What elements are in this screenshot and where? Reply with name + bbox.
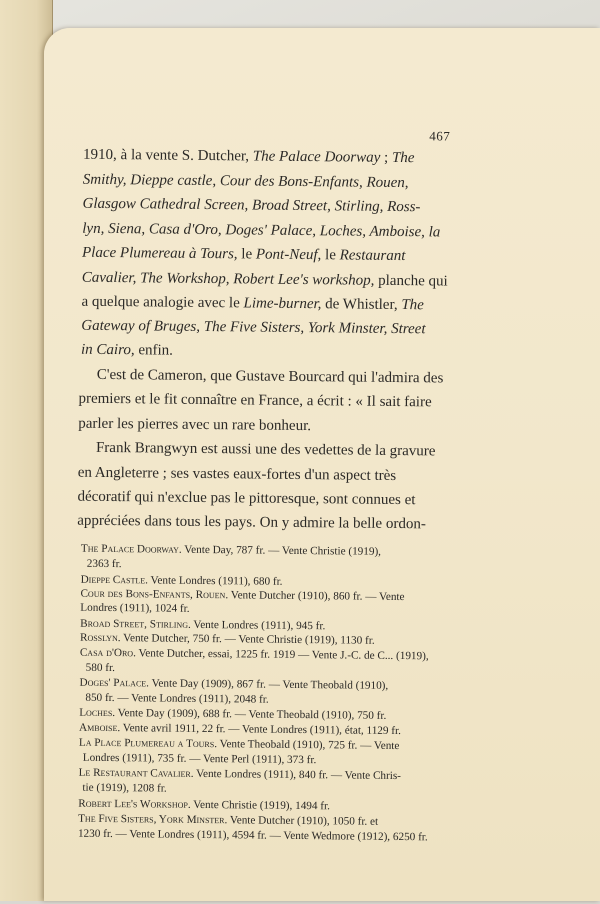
text-run: 850 fr. — Vente Londres (1911), 2048 fr. (85, 691, 269, 706)
text-run: Vente Londres (1911), 840 fr. — Vente Chris- (193, 767, 402, 783)
footnote-line (80, 632, 375, 647)
text-run: le (324, 247, 340, 264)
footnote-line (86, 662, 115, 674)
footnote-line (80, 647, 429, 663)
body-line (83, 148, 415, 166)
footnote-line (80, 588, 404, 603)
footnote-line (83, 752, 317, 766)
text-run: Vente Dutcher (1910), 1050 fr. et (227, 814, 379, 828)
italic-title: lyn, Siena, Casa d'Oro, Doges' Palace, Loches, Amboise, la (82, 220, 441, 241)
text-run: Vente Day (1909), 688 fr. — Vente Theobald (1910), 750 fr. (115, 707, 387, 722)
italic-title: Restaurant (339, 247, 406, 265)
italic-title: Cavalier, The Workshop, Robert Lee's workshop, (81, 269, 379, 289)
text-run: Vente Dutcher, essai, 1225 fr. 1919 — Vente J.-C. de C... (1919), (135, 647, 429, 663)
footnote-line (80, 602, 189, 615)
italic-title: The (401, 297, 424, 314)
italic-title: Smithy, Dieppe castle, Cour des Bons-Enfants, Rouen, (82, 171, 409, 192)
page-number: 467 (429, 128, 451, 144)
text-run: le (241, 246, 257, 263)
text-run: a quelque analogie avec le (81, 293, 244, 312)
footnote-title: Broad Street, Stirling. (80, 617, 191, 631)
italic-title: Gateway of Bruges, The Five Sisters, York Minster, Street (81, 317, 426, 338)
text-run: 580 fr. (85, 661, 115, 675)
footnote-title: Loches. (79, 706, 116, 720)
text-run: ; (380, 149, 393, 166)
italic-title: Lime-burner, (243, 295, 326, 313)
body-line (77, 514, 426, 533)
footnote-line (87, 558, 122, 570)
footnote-line (79, 737, 400, 752)
footnote-line (78, 798, 330, 813)
text-run: Vente Day, 787 fr. — Vente Christie (1919), (181, 543, 382, 558)
footnote-title: Cour des Bons-Enfants, Rouen. (80, 587, 229, 602)
footnote-title: Dieppe Castle. (80, 573, 149, 587)
text-run: 1230 fr. — Vente Londres (1911), 4594 fr. — Vente Wedmore (1912), 6250 fr. (77, 827, 428, 844)
body-line (82, 222, 440, 241)
body-line (81, 343, 173, 359)
body-line (78, 466, 397, 484)
body-line (96, 441, 436, 460)
text-run: Vente avril 1911, 22 fr. — Vente Londres (1911), état, 1129 fr. (120, 722, 402, 738)
footnote-line (79, 677, 388, 692)
footnote-title: The Five Sisters, York Minster. (78, 812, 228, 827)
footnote-title: Casa d'Oro. (79, 646, 136, 660)
text-run: en Angleterre ; ses vastes eaux-fortes d'un aspect très (77, 464, 397, 485)
text-run: Vente Day (1909), 867 fr. — Vente Theobald (1910), (148, 677, 389, 692)
footnote-title: La Place Plumereau a Tours. (78, 736, 218, 751)
text-run: Vente Londres (1911), 680 fr. (147, 574, 283, 588)
footnote-line (81, 574, 283, 588)
footnote-line (79, 707, 386, 722)
italic-title: in Cairo, (80, 341, 139, 359)
text-run: Vente Dutcher (1910), 860 fr. — Vente (228, 589, 405, 604)
italic-title: The (391, 149, 415, 167)
footnote-line (82, 782, 166, 795)
text-run: Vente Dutcher, 750 fr. — Vente Christie (1919), 1130 fr. (120, 632, 375, 647)
text-run: Vente Christie (1919), 1494 fr. (190, 798, 331, 813)
body-line (81, 295, 423, 314)
footnote-title: Rosslyn. (79, 631, 121, 645)
italic-title: Glasgow Cathedral Screen, Broad Street, Stirling, Ross- (82, 195, 421, 216)
footnote-title: Amboise. (79, 721, 121, 735)
text-run: appréciées dans tous les pays. On y admire la belle ordon- (77, 512, 426, 533)
body-line (81, 319, 425, 338)
text-run: parler les pierres avec un rare bonheur. (78, 415, 312, 435)
footnote-line (79, 722, 401, 737)
text-run: Londres (1911), 735 fr. — Vente Perl (1911), 373 fr. (82, 751, 317, 767)
text-run: tie (1919), 1208 fr. (82, 781, 167, 795)
footnote-line (78, 828, 428, 844)
text-run: de Whistler, (325, 296, 402, 314)
footnote-line (80, 618, 325, 633)
italic-title: Pont-Neuf, (255, 246, 326, 264)
italic-title: The Palace Doorway (252, 148, 381, 166)
text-run: Londres (1911), 1024 fr. (80, 601, 190, 615)
text-run: 1910, à la vente S. Dutcher, (82, 146, 253, 165)
footnote-line (78, 813, 378, 828)
body-line (77, 490, 415, 509)
text-run: premiers et le fit connaître en France, a écrit : « Il sait faire (78, 390, 432, 411)
body-line (82, 271, 448, 290)
body-line (78, 417, 311, 434)
body-line (82, 197, 420, 216)
text-run: enfin. (138, 342, 174, 359)
body-line (97, 368, 444, 387)
body-line (83, 173, 409, 191)
text-run: décoratif qui n'exclue pas le pittoresque, sont connues et (77, 488, 416, 509)
text-run: C'est de Cameron, que Gustave Bourcard qui l'admira des (96, 366, 444, 387)
italic-title: Place Plumereau à Tours, (81, 244, 242, 263)
body-line (82, 246, 406, 264)
text-run: Vente Theobald (1910), 725 fr. — Vente (216, 738, 400, 753)
footnote-title: Le Restaurant Cavalier. (78, 766, 194, 780)
footnote-line (85, 692, 268, 706)
footnote-title: Doges' Palace. (79, 676, 150, 690)
footnote-line (81, 543, 381, 558)
footnote-title: Robert Lee's Workshop. (78, 797, 191, 811)
text-run: Frank Brangwyn est aussi une des vedettes de la gravure (95, 439, 436, 460)
body-line (78, 392, 431, 411)
text-run: 2363 fr. (86, 557, 122, 571)
footnote-line (79, 767, 401, 782)
text-run: planche qui (378, 272, 448, 290)
text-run: Vente Londres (1911), 945 fr. (190, 618, 326, 633)
footnote-title: The Palace Doorway. (80, 542, 182, 556)
